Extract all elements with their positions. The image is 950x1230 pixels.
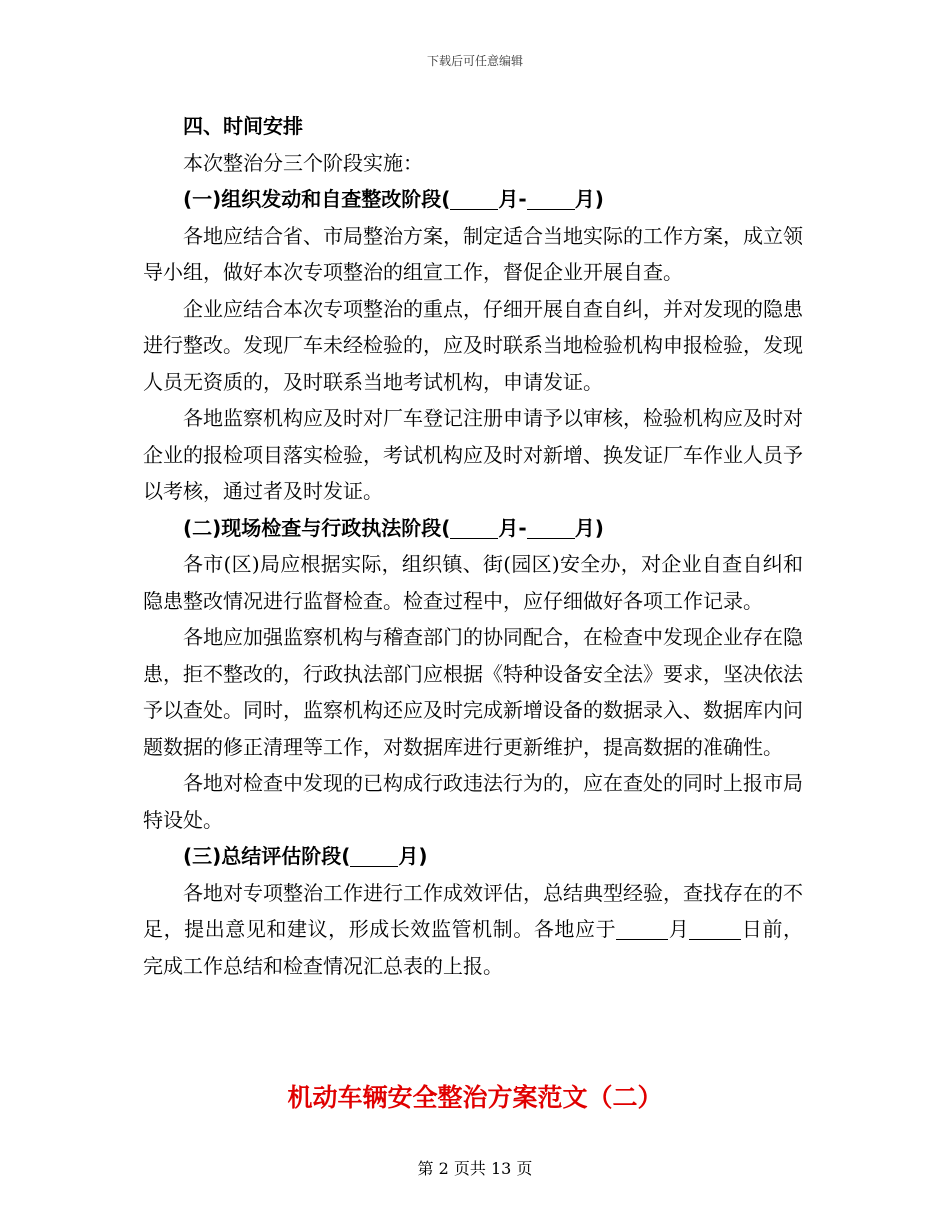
blank-line bbox=[689, 918, 741, 940]
blank-line bbox=[527, 188, 575, 210]
stage3-text-month: 月 bbox=[668, 917, 690, 941]
stage2-month-b: 月) bbox=[574, 515, 604, 540]
next-document-title: 机动车辆安全整治方案范文（二） bbox=[287, 1083, 663, 1112]
stage3-text-post: 日前，完成工作总结和检查情况汇总表的上报。 bbox=[143, 917, 804, 978]
stage2-title-text: (二)现场检查与行政执法阶段( bbox=[183, 515, 451, 540]
paragraph: 企业应结合本次专项整治的重点，仔细开展自查自纠，并对发现的隐患进行整改。发现厂车未经检验的，应及时联系当地检验机构申报检验，发现人员无资质的，及时联系当地考试机构，申请发证。 bbox=[143, 296, 803, 394]
page-number: 第 2 页共 13 页 bbox=[417, 1159, 533, 1178]
paragraph: 各地对检查中发现的已构成行政违法行为的，应在查处的同时上报市局特设处。 bbox=[143, 771, 803, 832]
paragraph: 各地监察机构应及时对厂车登记注册申请予以审核，检验机构应及时对企业的报检项目落实检验，考试机构应及时对新增、换发证厂车作业人员予以考核，通过者及时发证。 bbox=[143, 406, 803, 503]
blank-line bbox=[616, 918, 668, 940]
paragraph: 各地应加强监察机构与稽查部门的协同配合，在检查中发现企业存在隐患，拒不整改的，行政执法部门应根据《特种设备安全法》要求，坚决依法予以查处。同时，监察机构还应及时完成新增设备的数据录入、数据库内问题数据的修正清理等工作，对数据库进行更新维护，提高数据的准确性。 bbox=[143, 625, 803, 759]
stage3-title bbox=[143, 838, 803, 875]
stage2-month-a: 月- bbox=[498, 515, 527, 540]
paragraph: 各市(区)局应根据实际，组织镇、街(园区)安全办，对企业自查自纠和隐患整改情况进行监督检查。检查过程中，应仔细做好各项工作记录。 bbox=[143, 552, 803, 613]
section-intro: 本次整治分三个阶段实施： bbox=[183, 150, 423, 175]
stage1-title bbox=[143, 181, 803, 218]
stage1-month-b: 月) bbox=[574, 187, 604, 211]
blank-line bbox=[527, 517, 575, 539]
stage2-title bbox=[143, 510, 803, 547]
paragraph bbox=[143, 875, 803, 985]
blank-line bbox=[350, 845, 398, 867]
stage3-title-text: (三)总结评估阶段( bbox=[183, 844, 351, 868]
section-heading: 四、时间安排 bbox=[183, 114, 303, 138]
blank-line bbox=[450, 517, 498, 539]
document-body bbox=[143, 108, 803, 984]
stage1-month-a: 月- bbox=[498, 187, 527, 211]
paragraph: 各地应结合省、市局整治方案，制定适合当地实际的工作方案，成立领导小组，做好本次专项整治的组宣工作，督促企业开展自查。 bbox=[143, 223, 803, 284]
header-note: 下载后可任意编辑 bbox=[426, 54, 523, 68]
stage3-month: 月) bbox=[398, 844, 428, 868]
stage1-title-text: (一)组织发动和自查整改阶段( bbox=[183, 187, 451, 211]
stage3-text-pre: 各地对专项整治工作进行工作成效评估，总结典型经验，查找存在的不足，提出意见和建议，形成长效监管机制。各地应于 bbox=[143, 880, 803, 941]
blank-line bbox=[450, 188, 498, 210]
